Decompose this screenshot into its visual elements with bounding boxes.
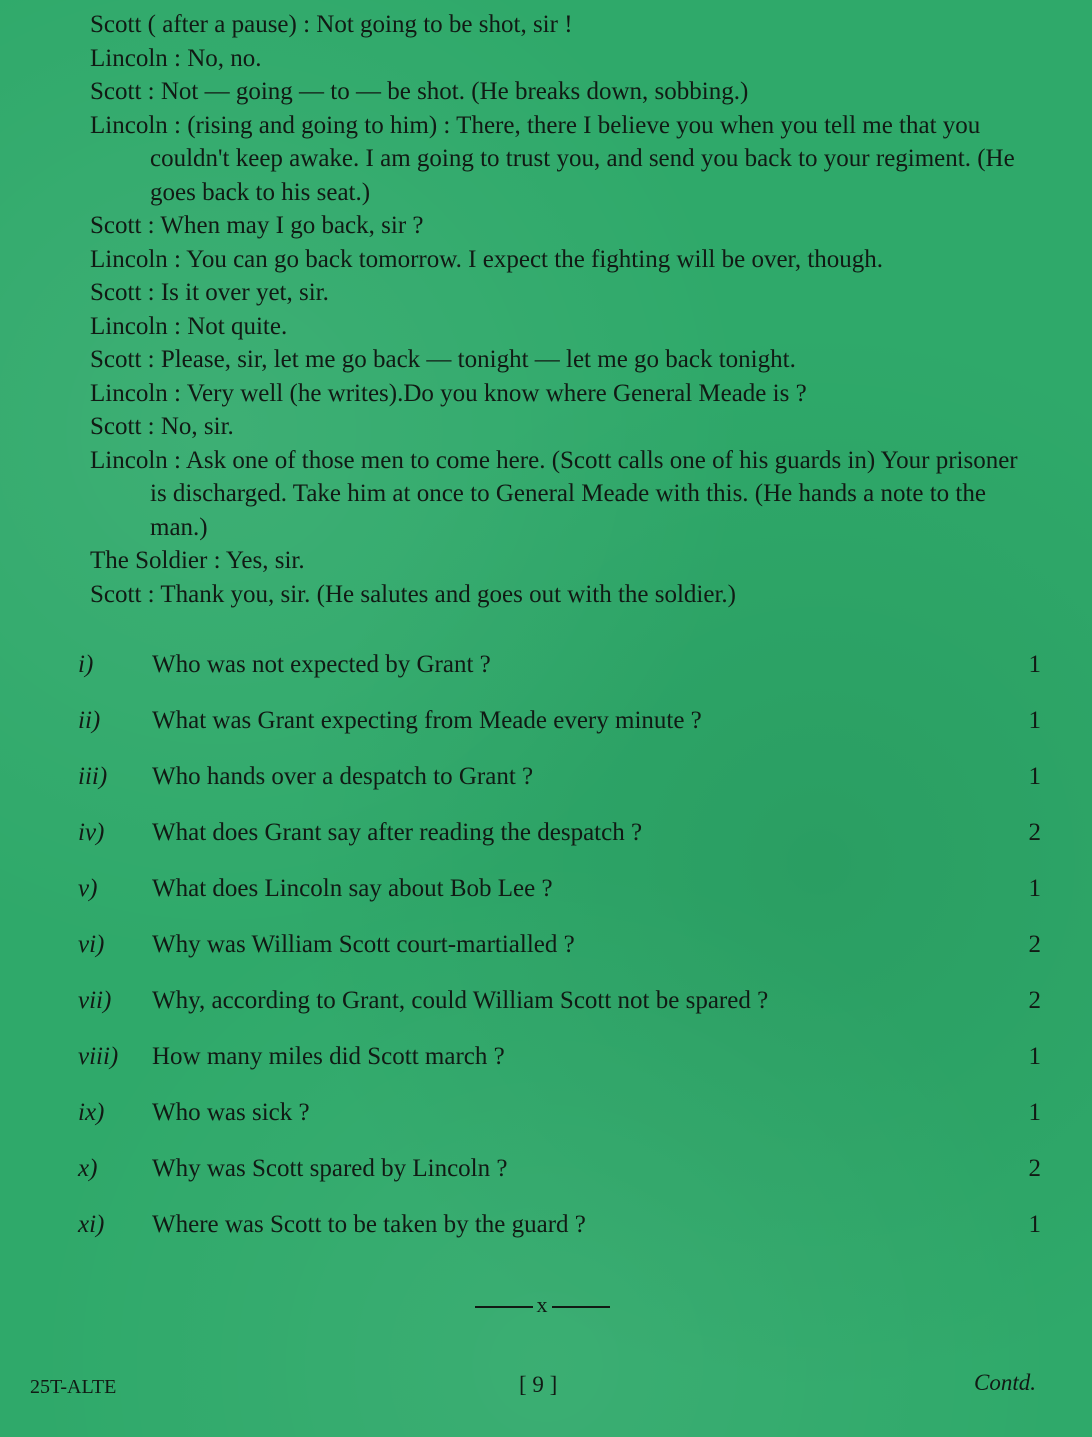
- question-marks: 2: [1028, 987, 1041, 1014]
- question-item: [78, 928, 1043, 984]
- question-number: vi): [78, 931, 105, 958]
- question-item: [78, 760, 1043, 816]
- question-marks: 1: [1028, 875, 1041, 902]
- question-text: Who hands over a despatch to Grant ?: [152, 763, 534, 790]
- question-text: Why was Scott spared by Lincoln ?: [152, 1155, 508, 1182]
- question-text: What does Lincoln say about Bob Lee ?: [152, 875, 553, 902]
- question-text: Where was Scott to be taken by the guard ?: [152, 1211, 586, 1238]
- question-text: What does Grant say after reading the despatch ?: [152, 819, 643, 846]
- dialogue-line: Lincoln : Not quite.: [90, 312, 288, 340]
- question-number: viii): [78, 1043, 119, 1070]
- dialogue-line: Scott : Not — going — to — be shot. (He breaks down, sobbing.): [90, 78, 749, 105]
- question-marks: 1: [1028, 651, 1041, 678]
- question-list: [78, 648, 1043, 1264]
- continued-label: Contd.: [974, 1370, 1036, 1395]
- question-number: ix): [78, 1099, 105, 1126]
- dialogue-line: Lincoln : Ask one of those men to come here. (Scott calls one of his guards in) Your prisoner is discharged. Take him at once to General Meade with this. (He hands a note to the man.): [90, 446, 1018, 541]
- question-number: ii): [78, 707, 101, 734]
- question-number: i): [78, 651, 94, 678]
- question-marks: 1: [1028, 1043, 1041, 1070]
- page-number: [ 9 ]: [519, 1372, 558, 1397]
- question-item: [78, 984, 1043, 1040]
- question-item: [78, 816, 1043, 872]
- question-number: x): [78, 1155, 98, 1182]
- dialogue-line: Scott : Is it over yet, sir.: [90, 279, 329, 306]
- question-number: vii): [78, 987, 112, 1014]
- question-marks: 1: [1028, 1211, 1041, 1238]
- dialogue-line: Lincoln : No, no.: [90, 44, 262, 72]
- question-item: [78, 704, 1043, 760]
- dialogue-line: Scott : Please, sir, let me go back — tonight — let me go back tonight.: [90, 346, 796, 373]
- question-item: [78, 1096, 1043, 1152]
- dialogue-line: Lincoln : You can go back tomorrow. I expect the fighting will be over, though.: [90, 245, 884, 273]
- dialogue-line: Scott : When may I go back, sir ?: [90, 212, 424, 239]
- question-text: Why, according to Grant, could William Scott not be spared ?: [152, 987, 769, 1014]
- dialogue-line: Lincoln : (rising and going to him) : There, there I believe you when you tell me that you couldn't keep awake. I am going to trust you, and send you back to your regiment. (He goes back to his seat.): [90, 111, 1015, 206]
- question-marks: 2: [1028, 1155, 1041, 1182]
- dialogue-line: Scott : Thank you, sir. (He salutes and goes out with the soldier.): [90, 580, 736, 608]
- question-item: [78, 648, 1043, 704]
- dialogue-line: Scott : No, sir.: [90, 413, 234, 440]
- question-number: iii): [78, 763, 108, 790]
- dialogue-line: The Soldier : Yes, sir.: [90, 547, 305, 574]
- question-marks: 1: [1028, 707, 1041, 734]
- question-marks: 2: [1028, 819, 1041, 846]
- question-item: [78, 1152, 1043, 1208]
- question-number: xi): [78, 1211, 105, 1238]
- question-item: [78, 1208, 1043, 1264]
- dialogue-line: Scott ( after a pause) : Not going to be shot, sir !: [90, 11, 573, 38]
- play-extract: [90, 8, 1040, 611]
- question-text: Why was William Scott court-martialled ?: [152, 931, 575, 958]
- end-mark-symbol: x: [536, 1292, 548, 1317]
- question-marks: 1: [1028, 1099, 1041, 1126]
- question-marks: 2: [1028, 931, 1041, 958]
- end-rule-right: [552, 1306, 610, 1308]
- question-marks: 1: [1028, 763, 1041, 790]
- question-item: [78, 1040, 1043, 1096]
- question-text: Who was sick ?: [152, 1099, 310, 1126]
- end-of-section-mark: [462, 1290, 622, 1320]
- question-number: iv): [78, 819, 105, 846]
- question-item: [78, 872, 1043, 928]
- question-number: v): [78, 875, 98, 902]
- dialogue-line: Lincoln : Very well (he writes).Do you know where General Meade is ?: [90, 379, 807, 407]
- question-text: Who was not expected by Grant ?: [152, 651, 491, 678]
- paper-code: 25T-ALTE: [30, 1376, 117, 1398]
- question-text: How many miles did Scott march ?: [152, 1043, 505, 1070]
- end-rule-left: [475, 1306, 533, 1308]
- question-text: What was Grant expecting from Meade every minute ?: [152, 707, 702, 734]
